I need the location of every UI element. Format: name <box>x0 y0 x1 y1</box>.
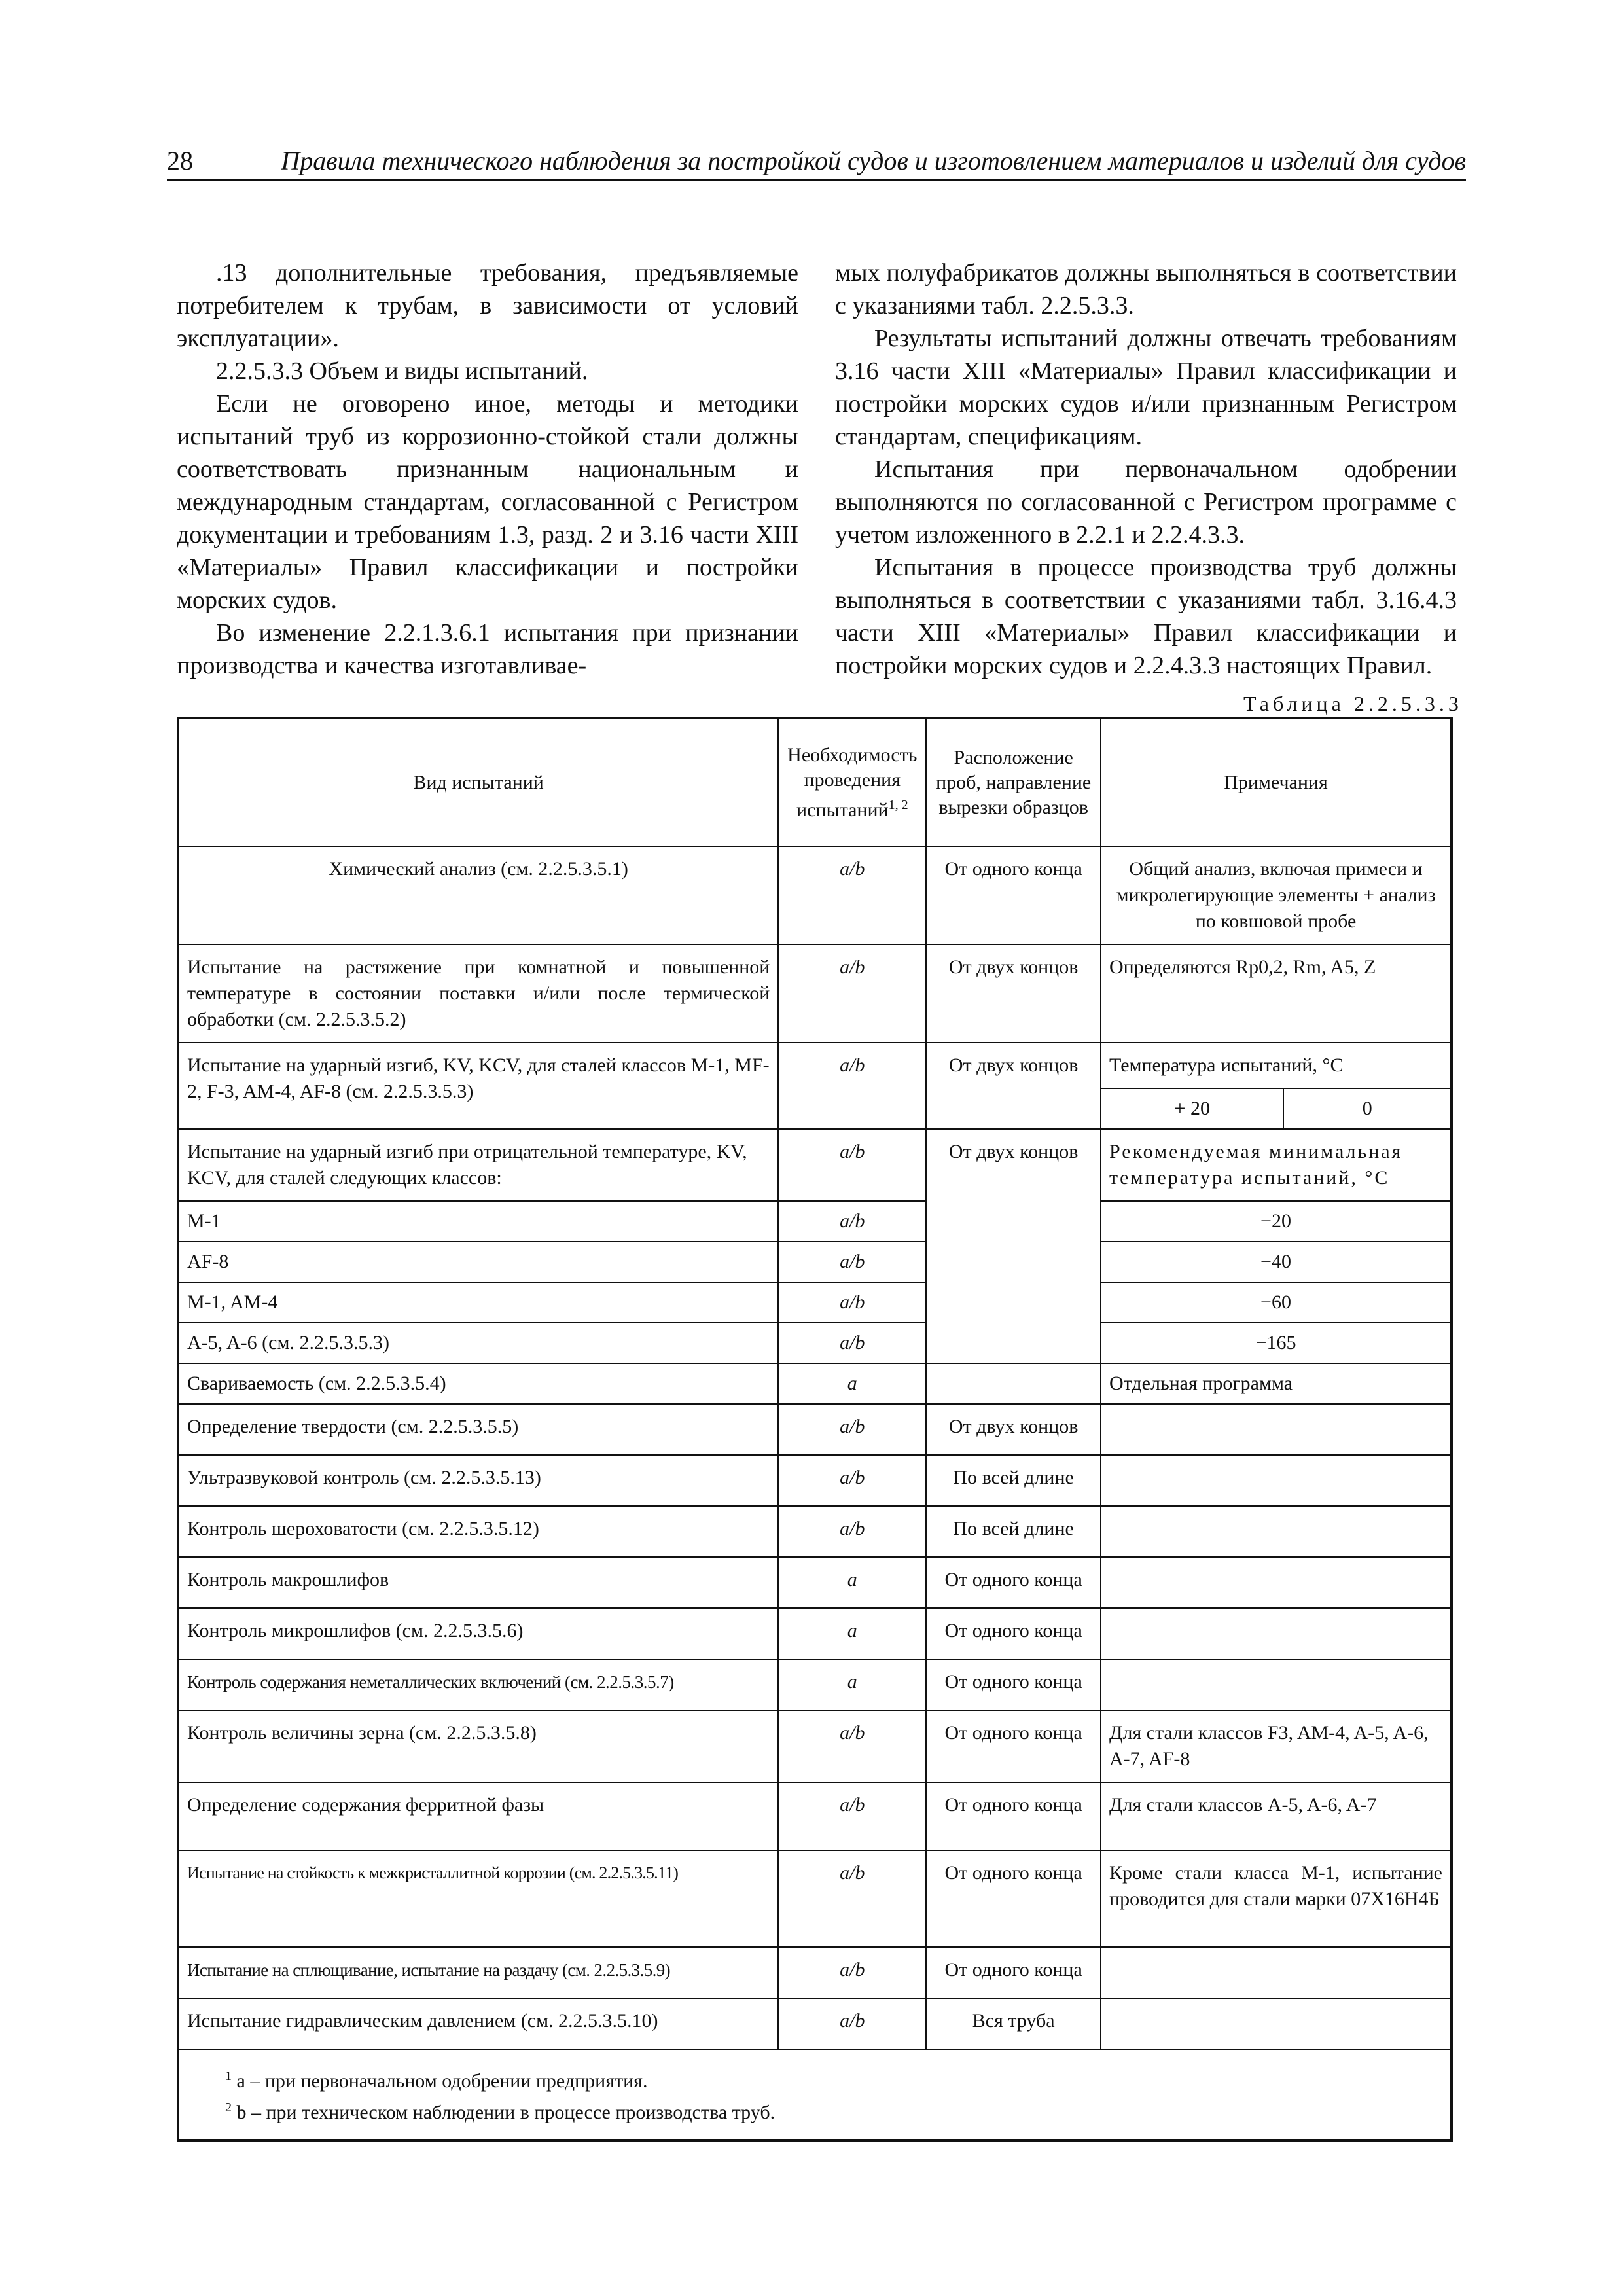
header-notes: Примечания <box>1101 718 1452 846</box>
footnote: $^2$ b – при техническом наблюдении в процессе производства труб. <box>225 2100 776 2123</box>
paragraph: Испытания в процессе производства труб должны выполняться в соответствии с указаниями табл. 3.16.4.3 части XIII «Материалы» Правил классификации и постройки морских судов и 2.2.4.3.3 настоящих Правил. <box>835 554 1457 679</box>
paragraph: Испытания при первоначальном одобрении выполняются по согласованной с Регистром программе с учетом изложенного в 2.2.1 и 2.2.4.3.3. <box>835 456 1457 548</box>
table-row: Контроль микрошлифов (см. 2.2.5.3.5.6) a От одного конца <box>178 1608 1452 1659</box>
paragraph: Если не оговорено иное, методы и методики испытаний труб из коррозионно-стойкой стали должны соответствовать признанным национальным и международным стандартам, согласованной с Регистром документации и требованиям 1.3, разд. 2 и 3.16 части XIII «Материалы» Правил классификации и постройки морских судов. <box>177 390 798 614</box>
table-row: Испытание на ударный изгиб, KV, KCV, для сталей классов M-1, MF-2, F-3, AM-4, AF-8 (см. 2.2.5.3.5.3) a/b От двух концов Температура испытаний, °C <box>178 1043 1452 1088</box>
header-type: Вид испытаний <box>178 718 778 846</box>
table-row: A-5, A-6 (см. 2.2.5.3.5.3) a/b −165 <box>178 1323 1452 1363</box>
running-title: Правила технического наблюдения за постройкой судов и изготовлением материалов и изделий для судов <box>281 146 1466 175</box>
left-column <box>177 257 798 682</box>
table-row: Испытание гидравлическим давлением (см. 2.2.5.3.5.10) a/b Вся труба <box>178 1998 1452 2049</box>
section-heading: 2.2.5.3.3 Объем и виды испытаний. <box>216 357 588 385</box>
paragraph: Результаты испытаний должны отвечать требованиям 3.16 части XIII «Материалы» Правил классификации и постройки морских судов и/или признанным Регистром стандартам, спецификациям. <box>835 325 1457 450</box>
table-row: AF-8 a/b −40 <box>178 1242 1452 1282</box>
header-location: Расположение проб, направление вырезки образцов <box>926 718 1101 846</box>
paragraph: .13 дополнительные требования, предъявляемые потребителем к трубам, в зависимости от условий эксплуатации». <box>177 259 798 352</box>
table-footnotes <box>178 2049 1452 2140</box>
table-row: Испытание на растяжение при комнатной и повышенной температуре в состоянии поставки и/или после термической обработки (см. 2.2.5.3.5.2) a/b От двух концов Определяются Rp0,2, Rm, A5, Z <box>178 944 1452 1043</box>
paragraph: мых полуфабрикатов должны выполняться в соответствии с указаниями табл. 2.2.5.3.3. <box>835 259 1457 319</box>
table-row: + 20 0 <box>178 1088 1452 1129</box>
page-header <box>167 145 1466 181</box>
table-row: Определение содержания ферритной фазы a/b От одного конца Для стали классов A-5, A-6, A-7 <box>178 1782 1452 1850</box>
tests-table <box>177 717 1453 2142</box>
table-row: Испытание на ударный изгиб при отрицательной температуре, KV, KCV, для сталей следующих классов: a/b От двух концов Рекомендуемая минимальная температура испытаний, °C <box>178 1129 1452 1201</box>
table-row: Контроль шероховатости (см. 2.2.5.3.5.12) a/b По всей длине <box>178 1506 1452 1557</box>
right-column <box>835 257 1457 682</box>
table-row: M-1 a/b −20 <box>178 1201 1452 1242</box>
table-row: Контроль величины зерна (см. 2.2.5.3.5.8) a/b От одного конца Для стали классов F3, AM-4, A-5, A-6, A-7, AF-8 <box>178 1710 1452 1782</box>
header-necessity: Необходимость проведения испытаний$^{1, 2}$ <box>778 718 926 846</box>
table-row: Испытание на сплющивание, испытание на раздачу (см. 2.2.5.3.5.9) a/b От одного конца <box>178 1947 1452 1998</box>
table-row: Свариваемость (см. 2.2.5.3.5.4) a Отдельная программа <box>178 1363 1452 1404</box>
table-row: Ультразвуковой контроль (см. 2.2.5.3.5.13) a/b По всей длине <box>178 1455 1452 1506</box>
table-row: Химический анализ (см. 2.2.5.3.5.1) a/b От одного конца Общий анализ, включая примеси и микролегирующие элементы + анализ по ковшовой пробе <box>178 846 1452 944</box>
table-row: Испытание на стойкость к межкристаллитной коррозии (см. 2.2.5.3.5.11) a/b От одного конца Кроме стали класса M-1, испытание проводится для стали марки 07X16H4Б <box>178 1850 1452 1947</box>
table-header-row <box>178 718 1452 846</box>
paragraph: Во изменение 2.2.1.3.6.1 испытания при признании производства и качества изготавливае- <box>177 619 798 679</box>
table-row: Контроль содержания неметаллических включений (см. 2.2.5.3.5.7) a От одного конца <box>178 1659 1452 1710</box>
footnote: $^1$ a – при первоначальном одобрении предприятия. <box>225 2069 648 2092</box>
table-row: Контроль макрошлифов a От одного конца <box>178 1557 1452 1608</box>
table-row: Определение твердости (см. 2.2.5.3.5.5) a/b От двух концов <box>178 1404 1452 1455</box>
table-caption: Таблица 2.2.5.3.3 <box>1243 692 1463 715</box>
page-number: 28 <box>167 146 193 175</box>
table-row: M-1, AM-4 a/b −60 <box>178 1282 1452 1323</box>
